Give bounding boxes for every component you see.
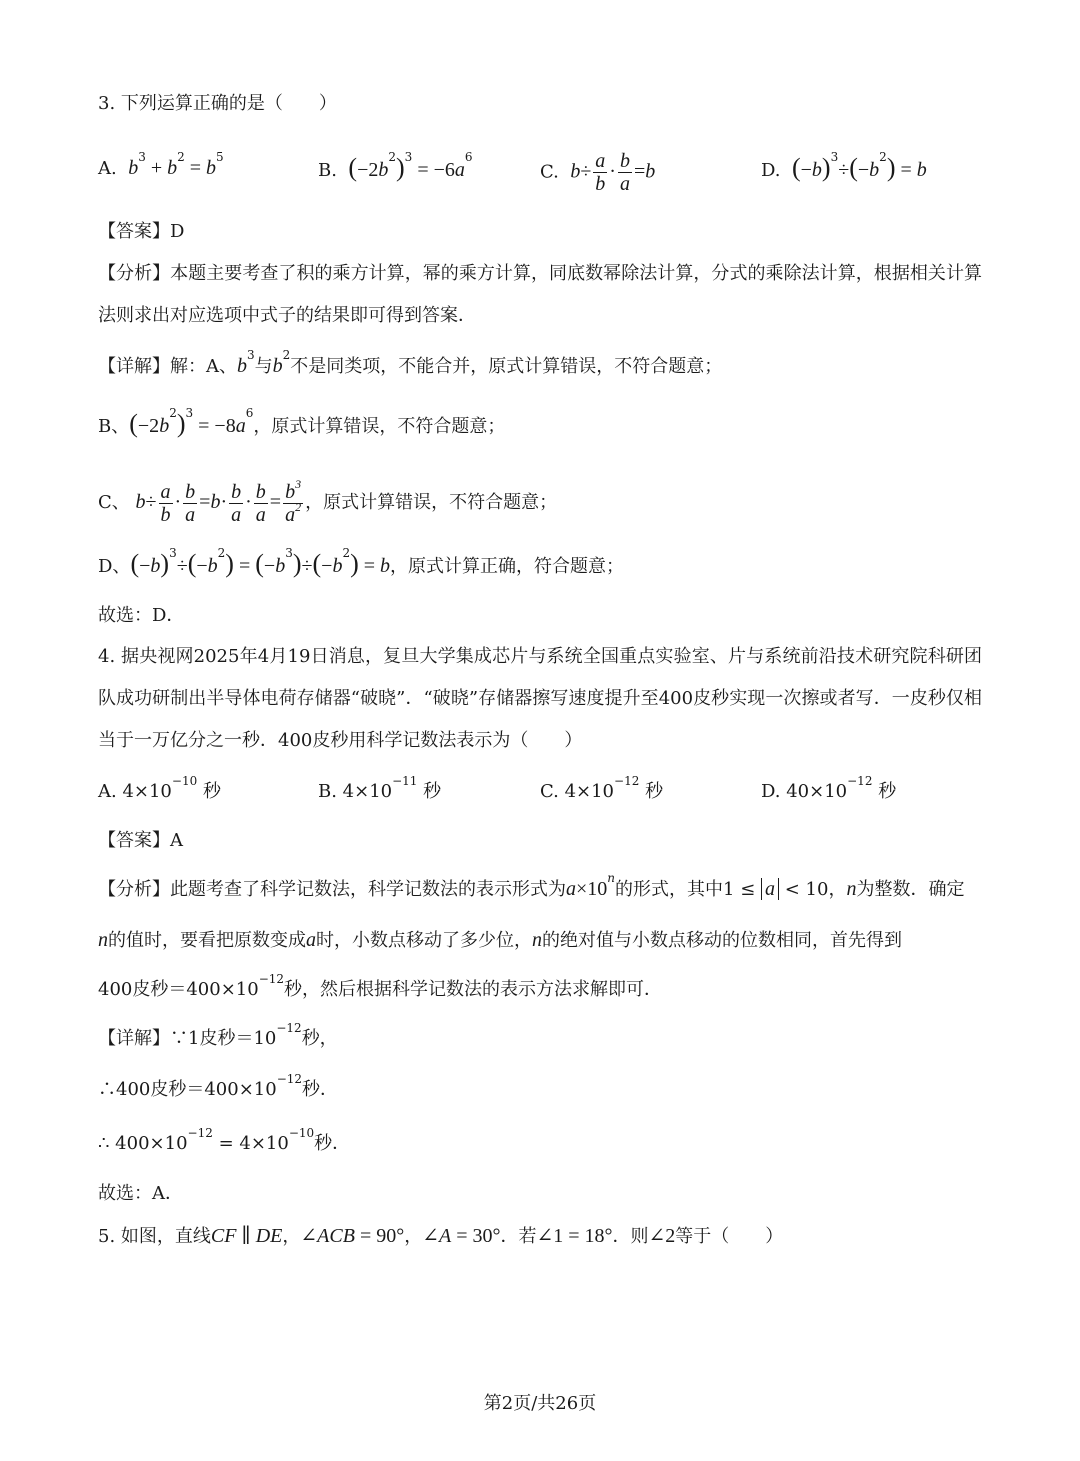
q3-option-d: D. $(-b)^3\div(-b^2) = b$ (761, 150, 927, 182)
q4-stem: 4. 据央视网2025年4月19日消息，复旦大学集成芯片与系统全国重点实验室、片与系统前沿技术研究院科研团队成功研制出半导体电荷存储器“破晓”．“破晓”存储器擦写速度提升至400皮秒实现一次擦或者写．一皮秒仅相当于一万亿分之一秒．400皮秒用科学记数法表示为（ ） (98, 646, 982, 751)
q3-detail-d: D、$(-b)^3\div(-b^2) = (-b^3)\div(-b^2) = b$，原式计算正确，符合题意； (98, 546, 625, 578)
q3-choice: 故选：D． (98, 605, 185, 626)
q4-option-a: A. $4\times 10^{-10}$ 秒 (98, 774, 221, 802)
q4-detail-2: ∴400皮秒$=400\times 10^{-12}$秒． (98, 1072, 339, 1100)
q4-detail-3: ∴ $400\times 10^{-12} = 4\times 10^{-10}$秒． (98, 1126, 351, 1154)
q3-option-c: C. b÷ $\frac{a}{b}$ · $\frac{b}{a}$ =b (540, 150, 656, 195)
q3-detail-b: B、$(-2b^2)^3 = -8a^6$，原式计算错误，不符合题意； (98, 406, 506, 438)
q3-answer: 【答案】D (98, 221, 185, 242)
q3-detail-a: 【详解】解：A、$b^3$与$b^2$不是同类项，不能合并，原式计算错误，不符合题意； (98, 348, 723, 377)
q4-detail-1: 【详解】∵1皮秒$=10^{-12}$秒， (98, 1021, 338, 1049)
q5-stem: 5. 如图，直线CF ∥ DE，∠ACB = 90°，∠A = 30°．若∠1 = 18°．则∠2等于（ ） (98, 1225, 784, 1247)
q4-answer: 【答案】A (98, 830, 183, 851)
q4-analysis-line3: 400皮秒$=400\times 10^{-12}$秒，然后根据科学记数法的表示方法求解即可． (98, 972, 663, 1000)
q4-choice: 故选：A． (98, 1183, 183, 1204)
q4-option-c: C. $4\times 10^{-12}$ 秒 (540, 774, 664, 802)
q3-option-a: A. $b^3 + b^2 = b^5$ (98, 150, 224, 179)
q4-option-d: D. $40\times 10^{-12}$ 秒 (761, 774, 897, 802)
page-footer: 第2页/共26页 (483, 1393, 597, 1414)
q3-option-b: B. $(-2b^2)^3 = -6a^6$ (318, 150, 473, 182)
q4-analysis-line2: n的值时，要看把原数变成a时，小数点移动了多少位，n的绝对值与小数点移动的位数相同，首先得到 (98, 929, 902, 951)
q3-stem: 3. 下列运算正确的是（ ） (98, 93, 337, 114)
q4-option-b: B. $4\times 10^{-11}$ 秒 (318, 774, 442, 802)
q4-analysis-line1: 【分析】此题考查了科学记数法，科学记数法的表示形式为$a\times 10^n$的形式，其中1 ≤ a < 10，n为整数．确定 (98, 871, 965, 900)
q3-analysis: 【分析】本题主要考查了积的乘方计算，幂的乘方计算，同底数幂除法计算，分式的乘除法计算，根据相关计算法则求出对应选项中式子的结果即可得到答案． (98, 263, 982, 326)
q3-detail-c: C、 b÷ $\frac{a}{b}$ · $\frac{b}{a}$ =b· $\frac{b}{a}$ · $\frac{b}{a}$ = $\frac{b^3}{a^2}$ ，原式计算错误，不符合题意； (98, 476, 558, 526)
